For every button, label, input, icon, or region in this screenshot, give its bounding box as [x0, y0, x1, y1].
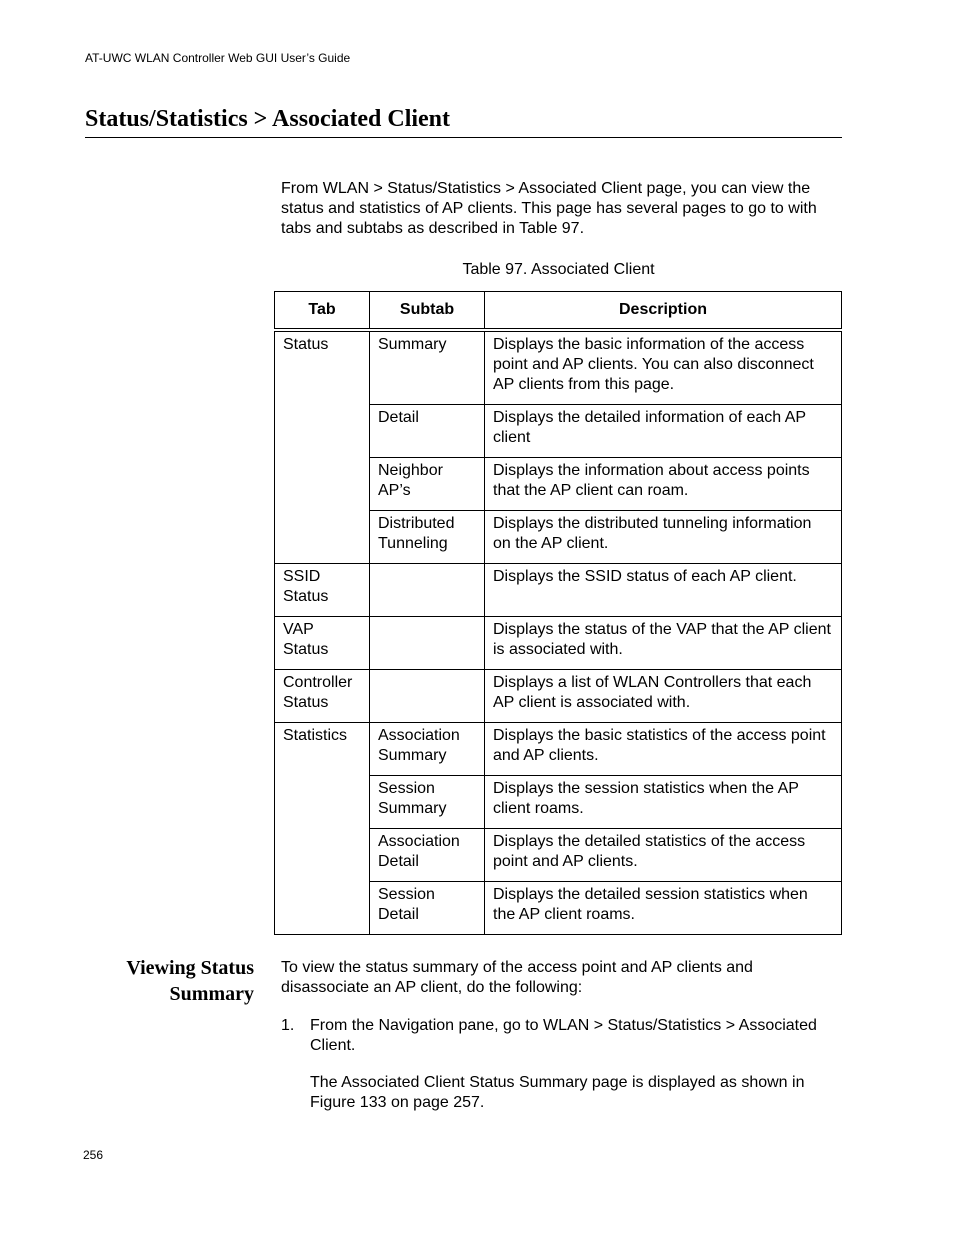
subtab-cell: Association Summary — [370, 723, 485, 776]
table-row — [275, 723, 842, 776]
page-title: Status/Statistics > Associated Client — [85, 106, 842, 138]
description-cell: Displays the SSID status of each AP client. — [485, 564, 842, 617]
description-cell: Displays the status of the VAP that the AP client is associated with. — [485, 617, 842, 670]
tab-cell: Statistics — [275, 723, 370, 935]
description-cell: Displays the basic information of the access point and AP clients. You can also disconnect AP clients from this page. — [485, 330, 842, 405]
section-body: To view the status summary of the access point and AP clients and disassociate an AP client, do the following: — [281, 959, 753, 996]
tab-cell: Controller Status — [275, 670, 370, 723]
step-number: 1. — [281, 1017, 295, 1034]
header-subtab: Subtab — [370, 292, 485, 331]
description-cell: Displays the basic statistics of the access point and AP clients. — [485, 723, 842, 776]
subtab-cell: Session Summary — [370, 776, 485, 829]
table-row — [275, 617, 842, 670]
subtab-cell — [370, 617, 485, 670]
tab-cell: SSID Status — [275, 564, 370, 617]
subtab-cell: Neighbor AP’s — [370, 458, 485, 511]
table-row — [275, 670, 842, 723]
tab-cell: Status — [275, 330, 370, 564]
description-cell: Displays the detailed statistics of the access point and AP clients. — [485, 829, 842, 882]
page-number: 256 — [83, 1148, 104, 1162]
description-cell: Displays the information about access points that the AP client can roam. — [485, 458, 842, 511]
intro-paragraph: From WLAN > Status/Statistics > Associated Client page, you can view the status and statistics of AP clients. This page has several pages to go to with tabs and subtabs as described in Table 97. — [281, 180, 817, 237]
subtab-cell: Distributed Tunneling — [370, 511, 485, 564]
subtab-cell: Session Detail — [370, 882, 485, 935]
subtab-cell: Detail — [370, 405, 485, 458]
associated-client-table — [274, 291, 842, 935]
subtab-cell — [370, 564, 485, 617]
tab-cell: VAP Status — [275, 617, 370, 670]
subtab-cell — [370, 670, 485, 723]
table-row — [275, 564, 842, 617]
description-cell: Displays the session statistics when the AP client roams. — [485, 776, 842, 829]
subtab-cell: Association Detail — [370, 829, 485, 882]
running-header: AT-UWC WLAN Controller Web GUI User’s Guide — [85, 51, 351, 65]
header-tab: Tab — [275, 292, 370, 331]
subtab-cell: Summary — [370, 330, 485, 405]
description-cell: Displays the detailed session statistics when the AP client roams. — [485, 882, 842, 935]
table-caption: Table 97. Associated Client — [462, 261, 655, 278]
description-cell: Displays a list of WLAN Controllers that each AP client is associated with. — [485, 670, 842, 723]
step-text: From the Navigation pane, go to WLAN > Status/Statistics > Associated Client. — [310, 1017, 817, 1054]
description-cell: Displays the detailed information of each AP client — [485, 405, 842, 458]
header-description: Description — [485, 292, 842, 331]
table-header-row — [275, 292, 842, 331]
step-result: The Associated Client Status Summary page is displayed as shown in Figure 133 on page 257. — [310, 1074, 805, 1111]
table-row — [275, 330, 842, 405]
section-heading: Viewing Status Summary — [126, 957, 254, 1005]
description-cell: Displays the distributed tunneling information on the AP client. — [485, 511, 842, 564]
